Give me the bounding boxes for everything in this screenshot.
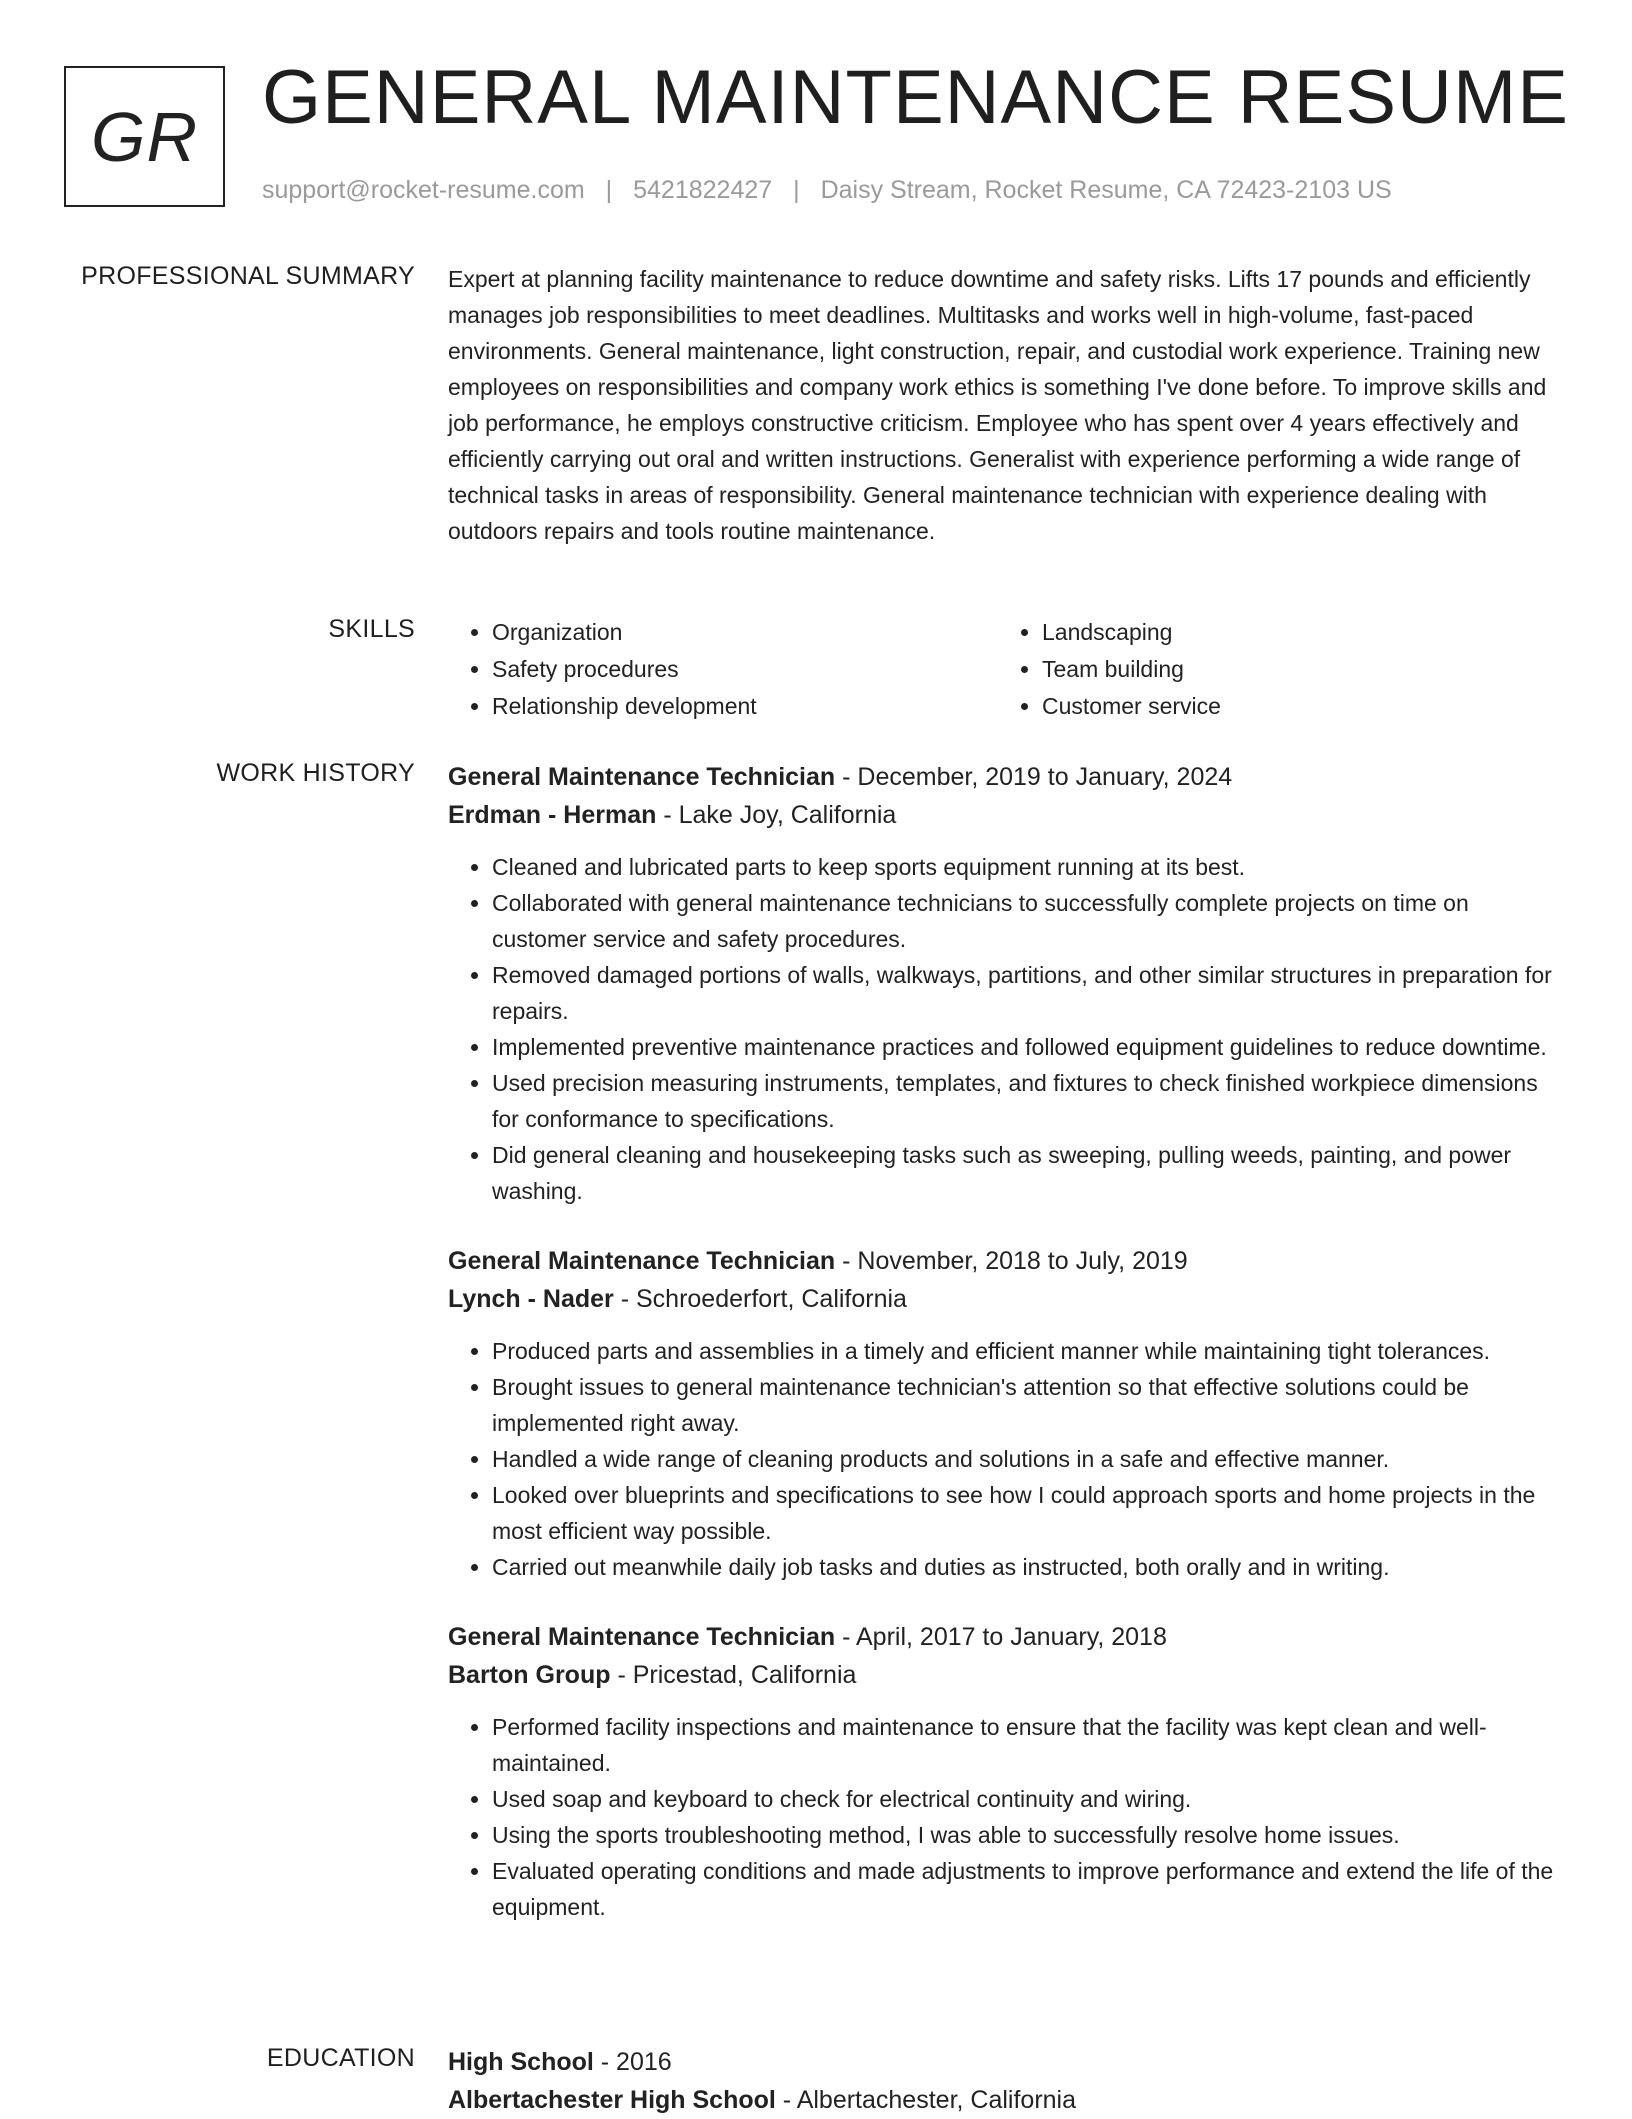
- skills-label: SKILLS: [328, 615, 415, 643]
- education-location: - Albertachester, California: [775, 2086, 1077, 2114]
- job-location: - Lake Joy, California: [656, 801, 897, 829]
- contact-email: support@rocket-resume.com: [262, 176, 585, 204]
- education-label: EDUCATION: [266, 2044, 415, 2072]
- job-bullet: • Performed facility inspections and maintenance to ensure that the facility was kept clean and well-maintained.: [492, 1709, 1568, 1781]
- skill-item: • Team building: [1042, 651, 1548, 688]
- skills-body: [448, 614, 1568, 725]
- job-bullet: • Carried out meanwhile daily job tasks and duties as instructed, both orally and in writing.: [492, 1549, 1568, 1585]
- job-company-line: [448, 796, 1568, 834]
- job-dates: - April, 2017 to January, 2018: [835, 1623, 1167, 1651]
- job-bullets: [448, 849, 1568, 1209]
- job-bullet: • Implemented preventive maintenance practices and followed equipment guidelines to reduce downtime.: [492, 1029, 1568, 1065]
- job-bullet: • Used soap and keyboard to check for electrical continuity and wiring.: [492, 1781, 1568, 1817]
- job-location: - Pricestad, California: [610, 1661, 857, 1689]
- job-bullet: • Looked over blueprints and specifications to see how I could approach sports and home projects in the most efficient way possible.: [492, 1477, 1568, 1549]
- education-school-line: [448, 2081, 1568, 2119]
- job-company: Barton Group: [448, 1661, 611, 1689]
- skills-column-2: [998, 614, 1548, 725]
- job-title: General Maintenance Technician: [448, 1623, 836, 1651]
- job-bullet: • Handled a wide range of cleaning products and solutions in a safe and effective manner.: [492, 1441, 1568, 1477]
- contact-phone: 5421822427: [633, 176, 773, 204]
- contact-line: [262, 175, 1392, 205]
- job-entry: [448, 1242, 1568, 1585]
- work-history-body: [448, 758, 1568, 1958]
- monogram-box: [64, 66, 225, 207]
- job-entry: [448, 1618, 1568, 1925]
- job-company-line: [448, 1280, 1568, 1318]
- job-bullet: • Produced parts and assemblies in a timely and efficient manner while maintaining tight tolerances.: [492, 1333, 1568, 1369]
- job-title-line: [448, 1242, 1568, 1280]
- job-title-line: [448, 1618, 1568, 1656]
- job-dates: - November, 2018 to July, 2019: [835, 1247, 1188, 1275]
- summary-text: Expert at planning facility maintenance to reduce downtime and safety risks. Lifts 17 pounds and efficiently manages job responsibilities to meet deadlines. Multitasks and works well in high-volume, fast-paced environments. General maintenance, light construction, repair, and custodial work experience. Training new employees on responsibilities and company work ethics is something I've done before. To improve skills and job performance, he employs constructive criticism. Employee who has spent over 4 years effectively and efficiently carrying out oral and written instructions. Generalist with experience performing a wide range of technical tasks in areas of responsibility. General maintenance technician with experience dealing with outdoors repairs and tools routine maintenance.: [448, 266, 1547, 544]
- job-bullet: • Collaborated with general maintenance technicians to successfully complete projects on time on customer service and safety procedures.: [492, 885, 1568, 957]
- work-history-label: WORK HISTORY: [216, 759, 415, 787]
- skills-column-1: [448, 614, 998, 725]
- monogram-initials: GR: [91, 97, 198, 176]
- job-company: Erdman - Herman: [448, 801, 657, 829]
- education-year: - 2016: [593, 2048, 672, 2076]
- job-bullet: • Cleaned and lubricated parts to keep sports equipment running at its best.: [492, 849, 1568, 885]
- skill-item: • Organization: [492, 614, 998, 651]
- job-bullet: • Brought issues to general maintenance technician's attention so that effective solutions could be implemented right away.: [492, 1369, 1568, 1441]
- job-bullet: • Using the sports troubleshooting method, I was able to successfully resolve home issues.: [492, 1817, 1568, 1853]
- job-company-line: [448, 1656, 1568, 1694]
- job-dates: - December, 2019 to January, 2024: [835, 763, 1233, 791]
- skill-item: • Landscaping: [1042, 614, 1548, 651]
- job-location: - Schroederfort, California: [613, 1285, 907, 1313]
- education-body: [448, 2043, 1568, 2119]
- job-entry: [448, 758, 1568, 1209]
- job-bullet: • Evaluated operating conditions and made adjustments to improve performance and extend the life of the equipment.: [492, 1853, 1568, 1925]
- education-degree-line: [448, 2043, 1568, 2081]
- job-bullet: • Did general cleaning and housekeeping tasks such as sweeping, pulling weeds, painting, and power washing.: [492, 1137, 1568, 1209]
- job-company: Lynch - Nader: [448, 1285, 614, 1313]
- skills-columns: [448, 614, 1568, 725]
- skill-item: • Customer service: [1042, 688, 1548, 725]
- contact-separator: |: [793, 176, 800, 204]
- job-bullet: • Removed damaged portions of walls, walkways, partitions, and other similar structures in preparation for repairs.: [492, 957, 1568, 1029]
- job-title: General Maintenance Technician: [448, 1247, 836, 1275]
- job-bullets: [448, 1709, 1568, 1925]
- job-title-line: [448, 758, 1568, 796]
- job-title: General Maintenance Technician: [448, 763, 836, 791]
- contact-separator: |: [605, 176, 613, 204]
- skill-item: • Safety procedures: [492, 651, 998, 688]
- summary-label: PROFESSIONAL SUMMARY: [81, 262, 415, 290]
- education-degree: High School: [448, 2048, 594, 2076]
- job-bullets: [448, 1333, 1568, 1585]
- contact-address: Daisy Stream, Rocket Resume, CA 72423-2103 US: [820, 176, 1392, 204]
- summary-body: [448, 261, 1568, 549]
- job-bullet: • Used precision measuring instruments, templates, and fixtures to check finished workpiece dimensions for conformance to specifications.: [492, 1065, 1568, 1137]
- education-school: Albertachester High School: [448, 2086, 776, 2114]
- skill-item: • Relationship development: [492, 688, 998, 725]
- resume-title: GENERAL MAINTENANCE RESUME: [262, 55, 1569, 140]
